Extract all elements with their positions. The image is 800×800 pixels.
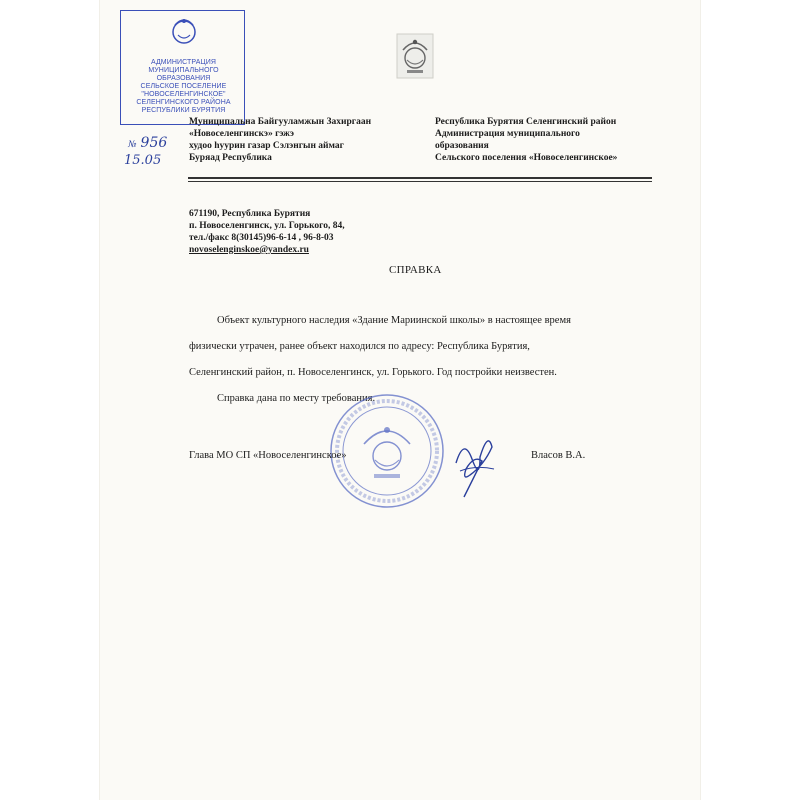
header-right-line: Администрация муниципального <box>435 129 580 139</box>
body-line: Справка дана по месту требования. <box>217 393 376 404</box>
header-left-line: «Новоселенгинскэ» гэжэ <box>189 129 294 139</box>
registration-stamp <box>120 10 245 125</box>
header-divider-thin <box>188 181 652 182</box>
body-line: Селенгинский район, п. Новоселенгинск, ул. Горького. Год постройки неизвестен. <box>189 367 557 378</box>
header-left <box>189 116 371 164</box>
header-right-line: Республика Бурятия Селенгинский район <box>435 117 617 127</box>
body-line: физически утрачен, ранее объект находился по адресу: Республика Бурятия, <box>189 341 530 352</box>
signatory-position: Глава МО СП «Новоселенгинское» <box>189 450 347 461</box>
body-line: Объект культурного наследия «Здание Мариинской школы» в настоящее время <box>217 315 571 326</box>
header-left-line: Буряад Республика <box>189 153 272 163</box>
header-divider <box>188 177 652 179</box>
stamp-line: СЕЛЬСКОЕ ПОСЕЛЕНИЕ <box>140 83 227 90</box>
address-line: тел./факс 8(30145)96-6-14 , 96-8-03 <box>189 233 334 243</box>
emblem-icon <box>167 13 201 47</box>
number-value: 956 <box>140 135 168 151</box>
header-left-line: худоо hуурин газар Сэлэнгын аймаг <box>189 141 344 151</box>
stamp-line: МУНИЦИПАЛЬНОГО <box>148 67 219 74</box>
registration-number <box>128 134 167 152</box>
signature-scribble <box>450 425 500 500</box>
number-prefix: № <box>128 140 137 150</box>
address-line: 671190, Республика Бурятия <box>189 209 311 219</box>
address-line: п. Новоселенгинск, ул. Горького, 84, <box>189 221 345 231</box>
header-left-line: Муниципальна Байгууламжын Захиргаан <box>189 117 372 127</box>
stamp-line: ОБРАЗОВАНИЯ <box>156 75 211 82</box>
header-right-line: Сельского поселения «Новоселенгинское» <box>435 153 618 163</box>
header-right <box>435 116 617 164</box>
email-link[interactable]: novoselenginskoe@yandex.ru <box>189 245 309 255</box>
stamp-line: РЕСПУБЛИКИ БУРЯТИЯ <box>141 107 226 114</box>
stamp-line: АДМИНИСТРАЦИЯ <box>150 59 217 66</box>
signatory-name: Власов В.А. <box>531 450 586 461</box>
registration-date: 15.05 <box>124 153 162 168</box>
address-block <box>189 208 345 256</box>
header-right-line: образования <box>435 141 489 151</box>
stamp-line: СЕЛЕНГИНСКОГО РАЙОНА <box>136 99 231 106</box>
document-title: СПРАВКА <box>389 264 442 276</box>
coat-of-arms-icon <box>395 32 435 80</box>
stamp-line: "НОВОСЕЛЕНГИНСКОЕ" <box>141 91 226 98</box>
